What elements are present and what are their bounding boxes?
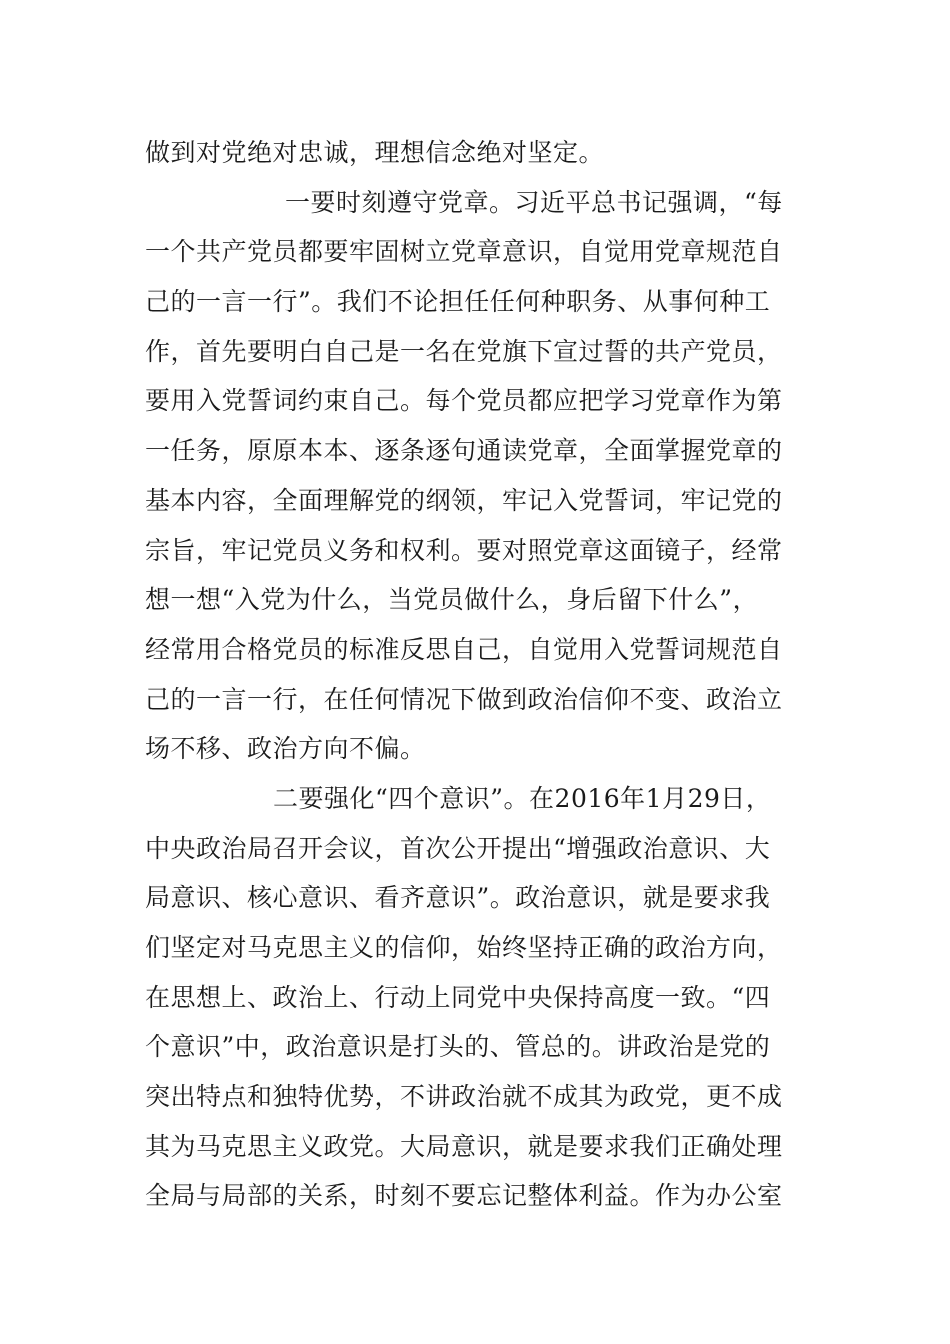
text-line: 中央政治局召开会议，首次公开提出“增强政治意识、大 [145, 833, 771, 863]
text-line: 们坚定对马克思主义的信仰，始终坚持正确的政治方向， [145, 933, 783, 962]
text-line: 经常用合格党员的标准反思自己，自觉用入党誓词规范自 [145, 634, 783, 664]
paragraph-start-line: 一要时刻遵守党章。习近平总书记强调，“每 [285, 187, 783, 217]
text-line: 想一想“入党为什么，当党员做什么，身后留下什么”， [145, 585, 759, 615]
text-line: 其为马克思主义政党。大局意识，就是要求我们正确处理 [145, 1131, 783, 1161]
paragraph-start-line: 二要强化“四个意识”。在2016年1月29日， [273, 783, 772, 813]
text-line: 要用入党誓词约束自己。每个党员都应把学习党章作为第 [145, 386, 783, 416]
text-line: 一个共产党员都要牢固树立党章意识，自觉用党章规范自 [145, 237, 783, 267]
text-line: 己的一言一行”。我们不论担任任何种职务、从事何种工 [145, 287, 771, 317]
text-line: 个意识”中，政治意识是打头的、管总的。讲政治是党的 [145, 1032, 771, 1062]
text-line: 局意识、核心意识、看齐意识”。政治意识，就是要求我 [145, 883, 771, 913]
text-line: 己的一言一行，在任何情况下做到政治信仰不变、政治立 [145, 684, 783, 714]
text-line: 做到对党绝对忠诚，理想信念绝对坚定。 [145, 138, 605, 167]
body-text [145, 128, 825, 1221]
text-line: 在思想上、政治上、行动上同党中央保持高度一致。“四 [145, 982, 771, 1012]
text-line: 作，首先要明白自己是一名在党旗下宣过誓的共产党员， [145, 336, 783, 366]
text-line: 场不移、政治方向不偏。 [145, 734, 426, 764]
text-line: 一任务，原原本本、逐条逐句通读党章，全面掌握党章的 [145, 436, 783, 466]
text-line: 全局与局部的关系，时刻不要忘记整体利益。作为办公室 [145, 1181, 783, 1211]
text-line: 基本内容，全面理解党的纲领，牢记入党誓词，牢记党的 [145, 485, 783, 515]
text-line: 突出特点和独特优势，不讲政治就不成其为政党，更不成 [145, 1082, 783, 1112]
text-line: 宗旨，牢记党员义务和权利。要对照党章这面镜子，经常 [145, 535, 783, 565]
